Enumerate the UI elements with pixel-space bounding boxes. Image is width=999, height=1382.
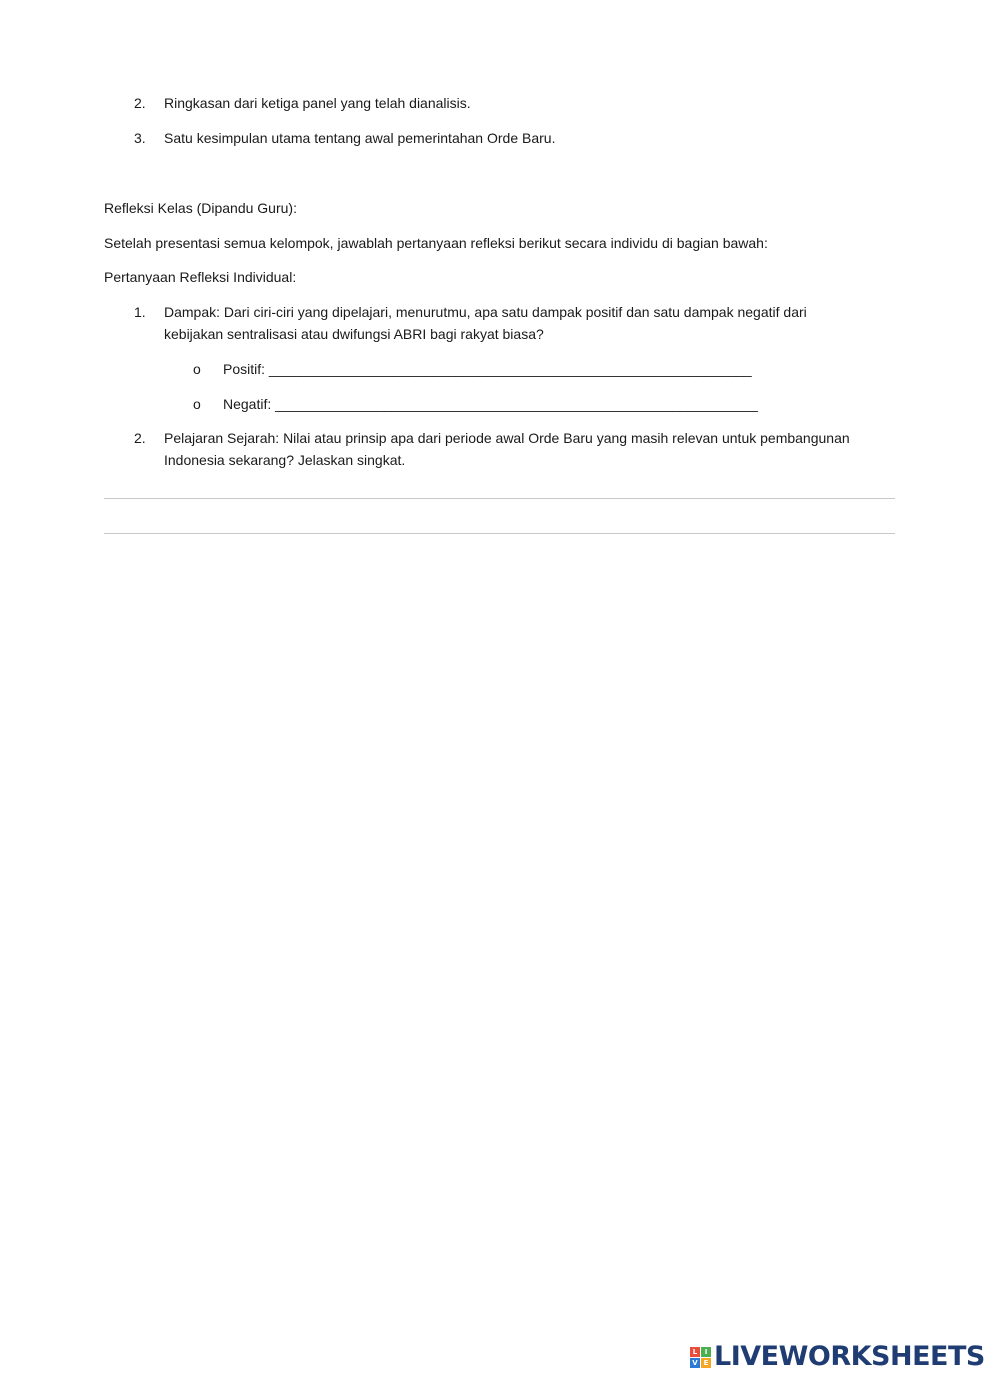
positive-answer-line[interactable]: Positif: ______________________________________________________________	[223, 361, 752, 377]
logo-letter-v: V	[690, 1358, 700, 1368]
list-number-2: 2.	[134, 95, 146, 111]
logo-letter-l: L	[690, 1347, 700, 1357]
bullet-positive: o	[193, 361, 201, 377]
logo-text: LIVEWORKSHEETS	[714, 1341, 985, 1372]
question-2-line2: Indonesia sekarang? Jelaskan singkat.	[164, 452, 406, 468]
logo-letter-i: I	[701, 1347, 711, 1357]
reflection-heading: Refleksi Kelas (Dipandu Guru):	[104, 200, 297, 216]
question-1-line2: kebijakan sentralisasi atau dwifungsi ABRI bagi rakyat biasa?	[164, 326, 544, 342]
logo-letter-e: E	[701, 1358, 711, 1368]
list-item-summary: Ringkasan dari ketiga panel yang telah dianalisis.	[164, 95, 471, 111]
question-1-line1: Dampak: Dari ciri-ciri yang dipelajari, menurutmu, apa satu dampak positif dan satu dampak negatif dari	[164, 304, 807, 320]
question-number-1: 1.	[134, 304, 146, 320]
answer-line-1[interactable]	[104, 498, 895, 499]
negative-answer-line[interactable]: Negatif: ______________________________________________________________	[223, 396, 758, 412]
list-number-3: 3.	[134, 130, 146, 146]
bullet-negative: o	[193, 396, 201, 412]
instruction-text: Setelah presentasi semua kelompok, jawablah pertanyaan refleksi berikut secara individu di bagian bawah:	[104, 235, 768, 251]
individual-heading: Pertanyaan Refleksi Individual:	[104, 269, 297, 285]
question-number-2: 2.	[134, 430, 146, 446]
answer-line-2[interactable]	[104, 533, 895, 534]
logo-grid-icon	[690, 1347, 711, 1368]
list-item-conclusion: Satu kesimpulan utama tentang awal pemerintahan Orde Baru.	[164, 130, 556, 146]
liveworksheets-logo	[690, 1342, 985, 1372]
question-2-line1: Pelajaran Sejarah: Nilai atau prinsip apa dari periode awal Orde Baru yang masih relevan untuk pembangunan	[164, 430, 850, 446]
